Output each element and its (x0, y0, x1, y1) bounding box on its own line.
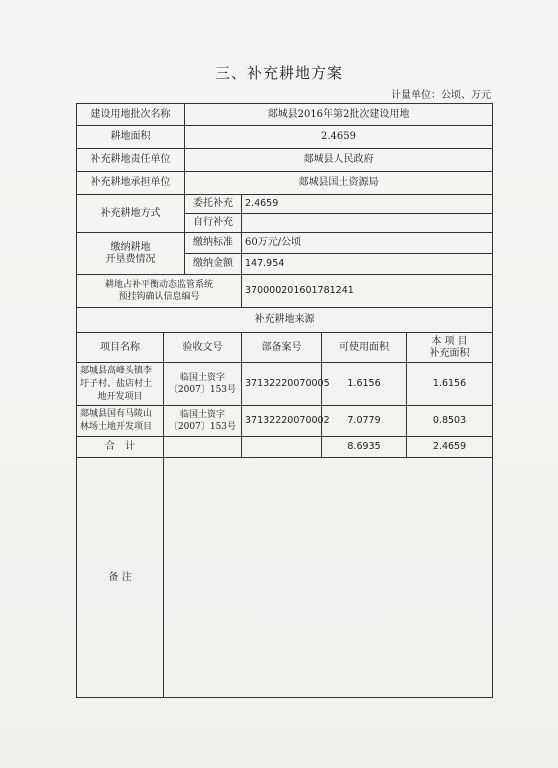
document-title: 三、补充耕地方案 (214, 64, 343, 82)
responsible-value: 郯城县人民政府 (185, 149, 493, 172)
remarks-label: 备 注 (77, 458, 164, 698)
batch-value: 郯城县2016年第2批次建设用地 (185, 104, 493, 126)
header-record-no: 部备案号 (242, 333, 322, 363)
usable-area-cell: 7.0779 (322, 406, 407, 437)
header-usable-area: 可使用面积 (322, 333, 407, 363)
responsible-label: 补充耕地责任单位 (77, 149, 185, 172)
system-label-line1: 耕地占补平衡动态监管系统 (104, 280, 213, 290)
usable-area-cell: 1.6156 (322, 363, 407, 406)
table-row (77, 363, 493, 406)
row-total (77, 437, 493, 458)
header-this-area-line1: 本 项 目 (431, 335, 468, 347)
fee-standard-value: 60万元/公顷 (242, 233, 493, 254)
source-section-title: 补充耕地来源 (77, 308, 493, 333)
project-name-line: 林场土地开发项目 (80, 422, 153, 432)
project-name-line: 郯城县国有马陵山 (80, 409, 153, 419)
fee-amount-label: 缴纳金额 (185, 254, 242, 275)
doc-no-line: 〔2007〕153号 (168, 385, 237, 395)
row-area (77, 126, 493, 149)
row-responsible (77, 149, 493, 172)
method-entrust-value: 2.4659 (242, 195, 493, 214)
undertaker-value: 郯城县国土资源局 (185, 172, 493, 195)
header-project-name: 项目名称 (77, 333, 164, 363)
table-row (77, 406, 493, 437)
fee-label-line2: 开垦费情况 (105, 253, 156, 265)
doc-no-line: 临国土资字 (179, 373, 225, 383)
total-usable: 8.6935 (322, 437, 407, 458)
row-source-headers (77, 333, 493, 363)
total-empty-doc (164, 437, 242, 458)
system-id-value: 370000201601781241 (242, 275, 493, 308)
area-value: 2.4659 (185, 126, 493, 149)
row-source-title (77, 308, 493, 333)
project-name-line: 圩子村、盐店村土 (80, 378, 153, 389)
method-label: 补充耕地方式 (77, 195, 185, 233)
method-entrust-label: 委托补充 (185, 195, 242, 214)
fee-label-line1: 缴纳耕地 (110, 241, 151, 253)
fee-label (77, 233, 185, 275)
total-this-area: 2.4659 (407, 437, 493, 458)
this-area-cell: 1.6156 (407, 363, 493, 406)
method-self-value (242, 214, 493, 233)
header-this-area-line2: 补充面积 (429, 347, 470, 359)
header-doc-no: 验收文号 (164, 333, 242, 363)
fee-amount-value: 147.954 (242, 254, 493, 275)
header-this-area (407, 333, 493, 363)
remarks-value (164, 458, 493, 698)
system-label-line2: 预挂钩确认信息编号 (118, 292, 200, 302)
doc-no-cell (164, 363, 242, 406)
project-name-line: 地开发项目 (97, 391, 143, 402)
project-name-cell (77, 406, 164, 437)
this-area-cell: 0.8503 (407, 406, 493, 437)
project-name-line: 郯城县高峰头镇李 (80, 365, 153, 376)
undertaker-label: 补充耕地承担单位 (77, 172, 185, 195)
record-no-cell: 37132220070002 (242, 406, 322, 437)
row-method-entrust (77, 195, 493, 214)
record-no-cell: 37132220070005 (242, 363, 322, 406)
fee-standard-label: 缴纳标准 (185, 233, 242, 254)
project-name-cell (77, 363, 164, 406)
total-label: 合 计 (77, 437, 164, 458)
batch-label: 建设用地批次名称 (77, 104, 185, 126)
doc-no-line: 〔2007〕153号 (168, 422, 237, 432)
farmland-plan-table (76, 103, 493, 698)
area-label: 耕地面积 (77, 126, 185, 149)
row-system-id (77, 275, 493, 308)
total-empty-record (242, 437, 322, 458)
unit-note: 计量单位：公顷、万元 (391, 90, 491, 101)
row-remarks (77, 458, 493, 698)
doc-no-cell (164, 406, 242, 437)
row-batch-name (77, 104, 493, 126)
method-self-label: 自行补充 (185, 214, 242, 233)
doc-no-line: 临国土资字 (179, 410, 225, 420)
row-fee-standard (77, 233, 493, 254)
system-label (77, 275, 242, 308)
row-undertaker (77, 172, 493, 195)
